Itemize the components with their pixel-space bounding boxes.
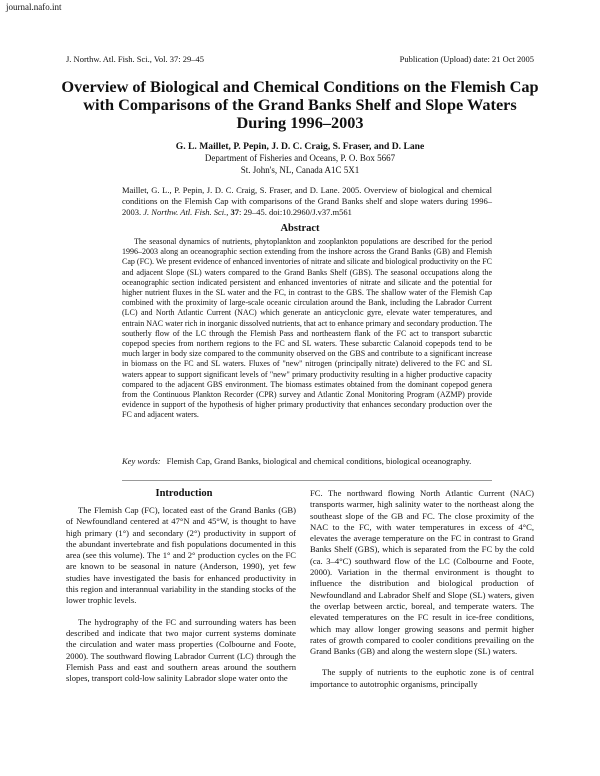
site-url[interactable]: journal.nafo.int bbox=[6, 2, 62, 12]
intro-paragraph-4: The supply of nutrients to the euphotic zone is of central importance to autotrophic organisms, principally bbox=[310, 667, 534, 689]
intro-paragraph-2: The hydrography of the FC and surrounding waters has been described and indicate that two major current systems dominate the circulation and water mass properties (Colbourne and Foote, 2000). The southward flowing Labrador Current (LC) through the Flemish Pass and east and southern areas around the southern slopes, transport cold-low salinity Labrador slope water onto the bbox=[66, 616, 296, 684]
introduction-heading: Introduction bbox=[155, 488, 213, 499]
citation-block: Maillet, G. L., P. Pepin, J. D. C. Craig, S. Fraser, and D. Lane. 2005. Overview of biological and chemical conditions on the Flemish Cap with comparisons of the Grand Banks shelf and slope waters during 1996–2003. J. Northw. Atl. Fish. Sci., 37: 29–45. doi:10.2960/J.v37.m561 bbox=[122, 185, 492, 217]
affiliation bbox=[60, 153, 540, 176]
keywords bbox=[122, 456, 492, 467]
citation-text: Maillet, G. L., P. Pepin, J. D. C. Craig, S. Fraser, and D. Lane. 2005. Overview of biological and chemical conditions on the Flemish Cap with comparisons of the Grand Banks shelf and slope waters during 1996–2003. bbox=[122, 185, 492, 217]
keywords-text: Flemish Cap, Grand Banks, biological and chemical conditions, biological oceanography. bbox=[166, 456, 472, 466]
citation-journal: J. Northw. Atl. Fish. Sci. bbox=[143, 206, 227, 217]
section-divider bbox=[122, 480, 492, 481]
journal-reference: J. Northw. Atl. Fish. Sci., Vol. 37: 29–45 bbox=[66, 54, 204, 64]
abstract-text: The seasonal dynamics of nutrients, phytoplankton and zooplankton populations are described for the period 1996–2003 along an oceanographic section extending from the inshore across the Grand Banks (GB) and Flemish Cap (FC). We present evidence of enhanced inventories of nitrate and silicate and biological productivity on the FC and adjacent Slope (SL) waters compared to the Grand Banks Shelf (GBS). The seasonal occupations along the oceanographic section indicated persistent and enhanced inventories of nitrate and silicate and the potential for higher nutrient fluxes in the SL water and the FC, in contrast to the GBS. The shallow water of the Flemish Cap combined with the proximity of large-scale oceanic circulation around the Bank, including the Labrador Current (LC) and North Atlantic Current (NAC) which generate an anticyclonic gyre, elevate water temperatures, and entrain NAC water rich in inorganic dissolved nutrients, that act to enhance primary and secondary production. The southerly flow of the LC through the Flemish Pass and northeastern flank of the FC act to transport subarctic copepod species from northern regions to the FC and SL waters. These subarctic Calanoid copepods tend to be much larger in body size compared to the community observed on the GBS and contribute to a significant increase in biomass on the FC and SL waters. Fluxes of "new" nitrogen (principally nitrate) delivered to the FC and SL waters appear to support significant levels of "new" primary productivity resulting in a higher productive capacity compared to the adjacent GBS environment. The biomass estimates obtained from the dominant copepod genera from the Continuous Plankton Recorder (CPR) survey and Atlantic Zonal Monitoring Program (AZMP) provide evidence in support of the hypothesis of higher primary productivity that enhances secondary production over the FC and adjacent waters. bbox=[122, 237, 492, 420]
body-column-left bbox=[66, 505, 296, 694]
intro-paragraph-1: The Flemish Cap (FC), located east of the Grand Banks (GB) of Newfoundland centered at 47°N and 45°W, is thought to have high primary (1°) and secondary (2°) productivity in support of the abundant invertebrate and fish populations documented in this area (see this volume). The 1° and 2° production cycles on the FC are known to be seasonal in nature (Anderson, 1990), yet few studies have investigated the basis for enhanced productivity in this region and interannual variability in the standing stocks of the lower trophic levels. bbox=[66, 505, 296, 606]
citation-volume: 37 bbox=[230, 206, 240, 217]
paper-title: Overview of Biological and Chemical Conditions on the Flemish Cap with Comparisons of the Grand Banks Shelf and Slope Waters During 1996–2003 bbox=[61, 77, 539, 132]
abstract-heading: Abstract bbox=[280, 223, 320, 234]
publication-date: Publication (Upload) date: 21 Oct 2005 bbox=[399, 54, 534, 64]
body-column-right bbox=[310, 488, 534, 700]
intro-paragraph-3: FC. The northward flowing North Atlantic Current (NAC) transports warmer, high salinity water to the northeast along the southeast slope of the GB and FC. The close proximity of the NAC to the FC, with water temperatures in excess of 4°C, elevates the average temperature on the FC in contrast to Grand Banks Shelf (GBS), which is separated from the FC by the cold (ca. 3–4°C) southward flow of the LC (Colbourne and Foote, 2000). Variation in the thermal environment is thought to influence the distribution and biological production of Newfoundland and Labrador Shelf and Slope (SL) waters, given the overlap between arctic, boreal, and temperate waters. The elevated temperatures on the FC result in ice-free conditions, which may allow longer growing seasons and permit higher rates of growth compared to cooler conditions prevailing on the Grand Banks (GB) and along the western slope (SL) waters. bbox=[310, 488, 534, 657]
citation-pages-doi: : 29–45. doi:10.2960/J.v37.m561 bbox=[239, 206, 352, 217]
running-header bbox=[66, 54, 534, 64]
author-list: G. L. Maillet, P. Pepin, J. D. C. Craig, S. Fraser, and D. Lane bbox=[175, 141, 425, 152]
keywords-label: Key words: bbox=[122, 456, 161, 466]
affiliation-line-2: St. John's, NL, Canada A1C 5X1 bbox=[240, 164, 360, 175]
affiliation-line-1: Department of Fisheries and Oceans, P. O. Box 5667 bbox=[204, 153, 396, 163]
